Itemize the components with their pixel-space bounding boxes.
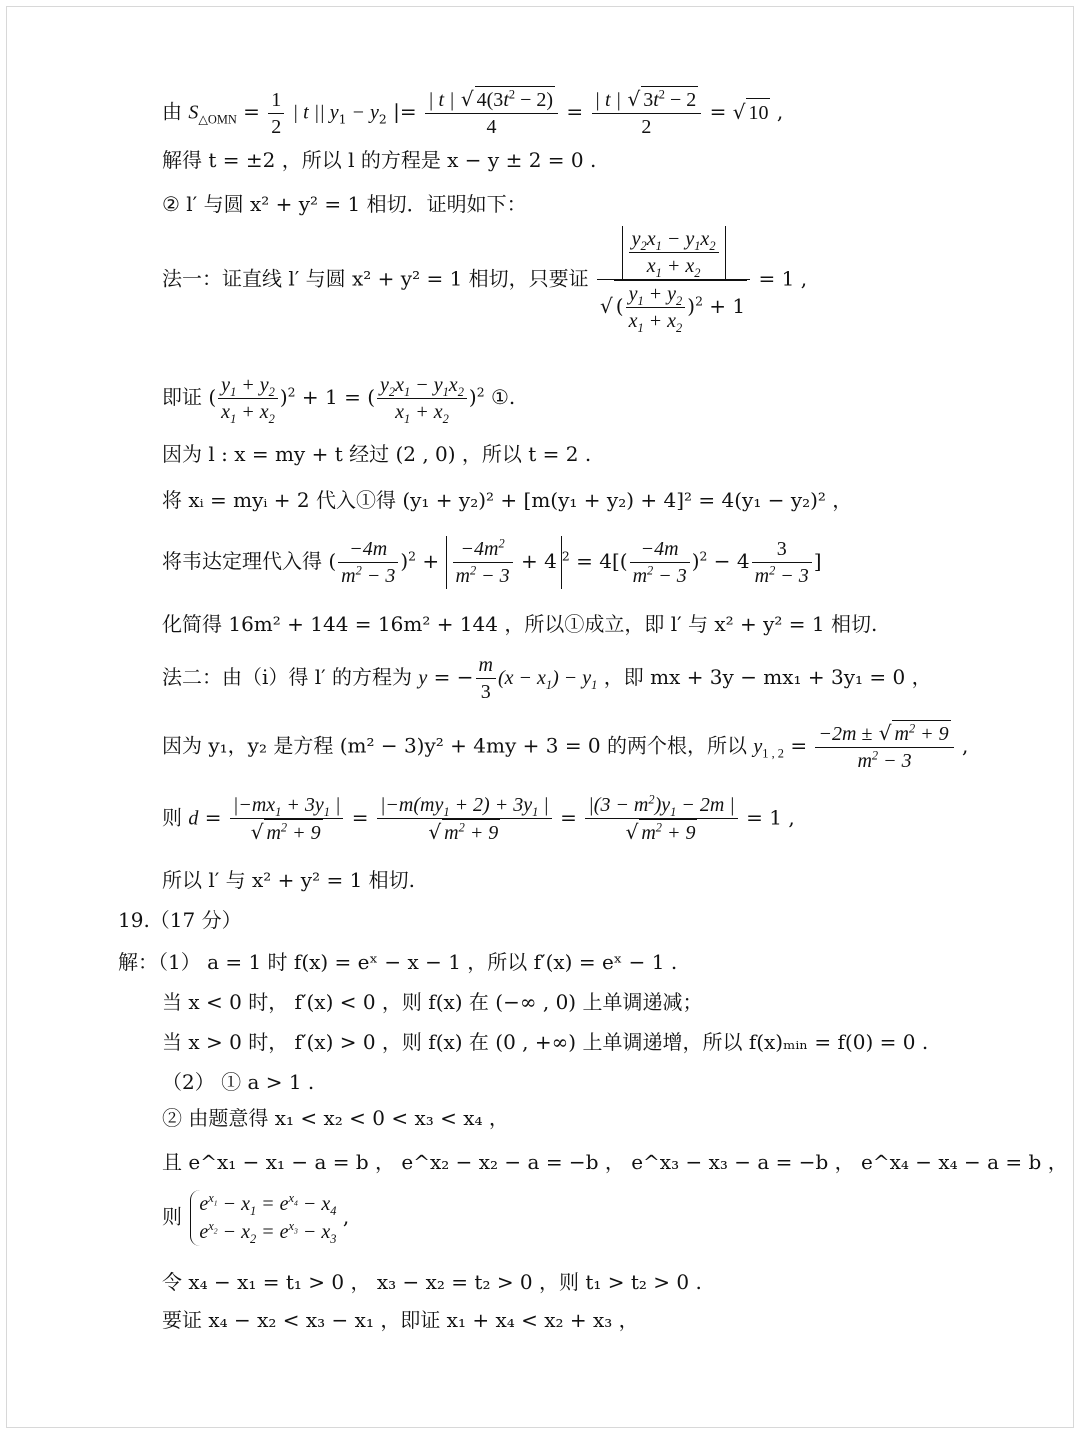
method-one-line: 法一：证直线 l′ 与圆 x² + y² = 1 相切，只要证 $\frac{y_2x_1 - y_1x_2}{x_1 + x_2}$ √ ( $\frac{y_1 + y_2}{x_1 + x_2}$ )$^2$ + 1 = 1 , [162, 226, 807, 334]
text-prefix: 因为 y₁，y₂ 是方程 (m² − 3)y² + 4my + 3 = 0 的两个根，所以 [162, 733, 748, 758]
distance-line: 则 d = $|-mx_1 + 3y_1$ | √ $m^2 + 9$ = $|-m(my_1 + 2) + 3y_1$ | √ $m^2 + 9$ = $|(3 - m^2)y_1 - 2m$ | √ $m^2 + 9$ = 1 , [162, 792, 795, 846]
roots-line: 因为 y₁，y₂ 是方程 (m² − 3)y² + 4my + 3 = 0 的两个根，所以 $y_{1 , 2}$ = $\frac{-2m \pm √ m^2 + 9}{m^2 - 3}$ , [162, 720, 968, 774]
text-prefix: 法一：证直线 l′ 与圆 x² + y² = 1 相切，只要证 [162, 266, 589, 291]
text-line: ② 由题意得 x₁ < x₂ < 0 < x₃ < x₄ ， [162, 1106, 509, 1130]
text-line: 化简得 16m² + 144 = 16m² + 144 ，所以①成立，即 l′ 与 x² + y² = 1 相切. [162, 612, 878, 636]
text-prefix: 则 [162, 805, 182, 830]
text-prefix: 由 [162, 99, 182, 124]
text-line: 解得 t = ±2 ，所以 l 的方程是 x − y ± 2 = 0 . [162, 148, 597, 172]
text-line: 将 xᵢ = myᵢ + 2 代入①得 (y₁ + y₂)² + [m(y₁ + y₂) + 4]² = 4(y₁ − y₂)² ， [162, 488, 853, 512]
text-prefix: 将韦达定理代入得 [162, 549, 322, 573]
text-line: 且 e^x₁ − x₁ − a = b ， e^x₂ − x₂ − a = −b ， e^x₃ − x₃ − a = −b ， e^x₄ − x₄ − a = b ， [162, 1150, 1068, 1174]
area-equation-line: 由 $S_{\triangle OMN}$ = $\frac{1}{2}$ | t || $y_1 - y_2$ |= $\frac{| t | √ 4(3t^2 - 2)}{4}$ = $\frac{| t | √ 3t^2 - 2}{2}$ = √ 10 , [162, 86, 783, 140]
circled-one: ①. [490, 385, 516, 409]
text-line: 要证 x₄ − x₂ < x₃ − x₁ ，即证 x₁ + x₄ < x₂ + x₃ ， [162, 1308, 639, 1332]
text-prefix: 则 [162, 1204, 182, 1229]
method-two-line: 法二：由（i）得 l′ 的方程为 y = − $\frac{m}{3}$ $(x - x_1) - y_1$ ，即 mx + 3y − mx₁ + 3y₁ = 0 ， [162, 654, 932, 703]
equivalent-line: 即证 ( $\frac{y_1 + y_2}{x_1 + x_2}$ )$^2$ + 1 = ( $\frac{y_2x_1 - y_1x_2}{x_1 + x_2}$ )$^2$ ①. [162, 374, 516, 426]
text-line: 当 x > 0 时， f′(x) > 0 ，则 f(x) 在 (0 , +∞) 上单调递增，所以 f(x)ₘᵢₙ = f(0) = 0 . [162, 1030, 929, 1054]
text-line: 解：（1） a = 1 时 f(x) = eˣ − x − 1 ，所以 f′(x) = eˣ − 1 . [118, 950, 678, 974]
text-line: 所以 l′ 与 x² + y² = 1 相切. [162, 868, 416, 892]
text-line: 令 x₄ − x₁ = t₁ > 0 ， x₃ − x₂ = t₂ > 0 ，则 t₁ > t₂ > 0 . [162, 1270, 702, 1294]
text-prefix: 即证 [162, 385, 202, 409]
text-line: 当 x < 0 时， f′(x) < 0 ，则 f(x) 在 (−∞ , 0) 上单调递减； [162, 990, 703, 1014]
equation-system: $e^{x_1} - x_1 = e^{x_4} - x_4$ $e^{x_2} - x_2 = e^{x_3} - x_3$ [190, 1190, 336, 1246]
text-line: 因为 l : x = my + t 经过 (2 , 0) ，所以 t = 2 . [162, 442, 592, 466]
vieta-line: 将韦达定理代入得 ( $\frac{-4m}{m^2 - 3}$ )$^2$ + $\frac{-4m^2}{m^2 - 3}$ + 4 $^2$ = 4[( $\frac{-4m}{m^2 - 3}$ )$^2$ − 4 $\frac{3}{m^2 - 3}$ ] [162, 536, 822, 587]
system-line: 则 $e^{x_1} - x_1 = e^{x_4} - x_4$ $e^{x_2} - x_2 = e^{x_3} - x_3$ , [162, 1191, 350, 1246]
text-line: （2） ① a > 1 . [162, 1070, 315, 1094]
text-line: ② l′ 与圆 x² + y² = 1 相切．证明如下： [162, 192, 527, 216]
text-prefix: 法二：由（i）得 l′ 的方程为 [162, 665, 413, 689]
text-suffix: ，即 mx + 3y − mx₁ + 3y₁ = 0 ， [603, 665, 932, 689]
problem-heading: 19.（17 分） [118, 908, 242, 932]
